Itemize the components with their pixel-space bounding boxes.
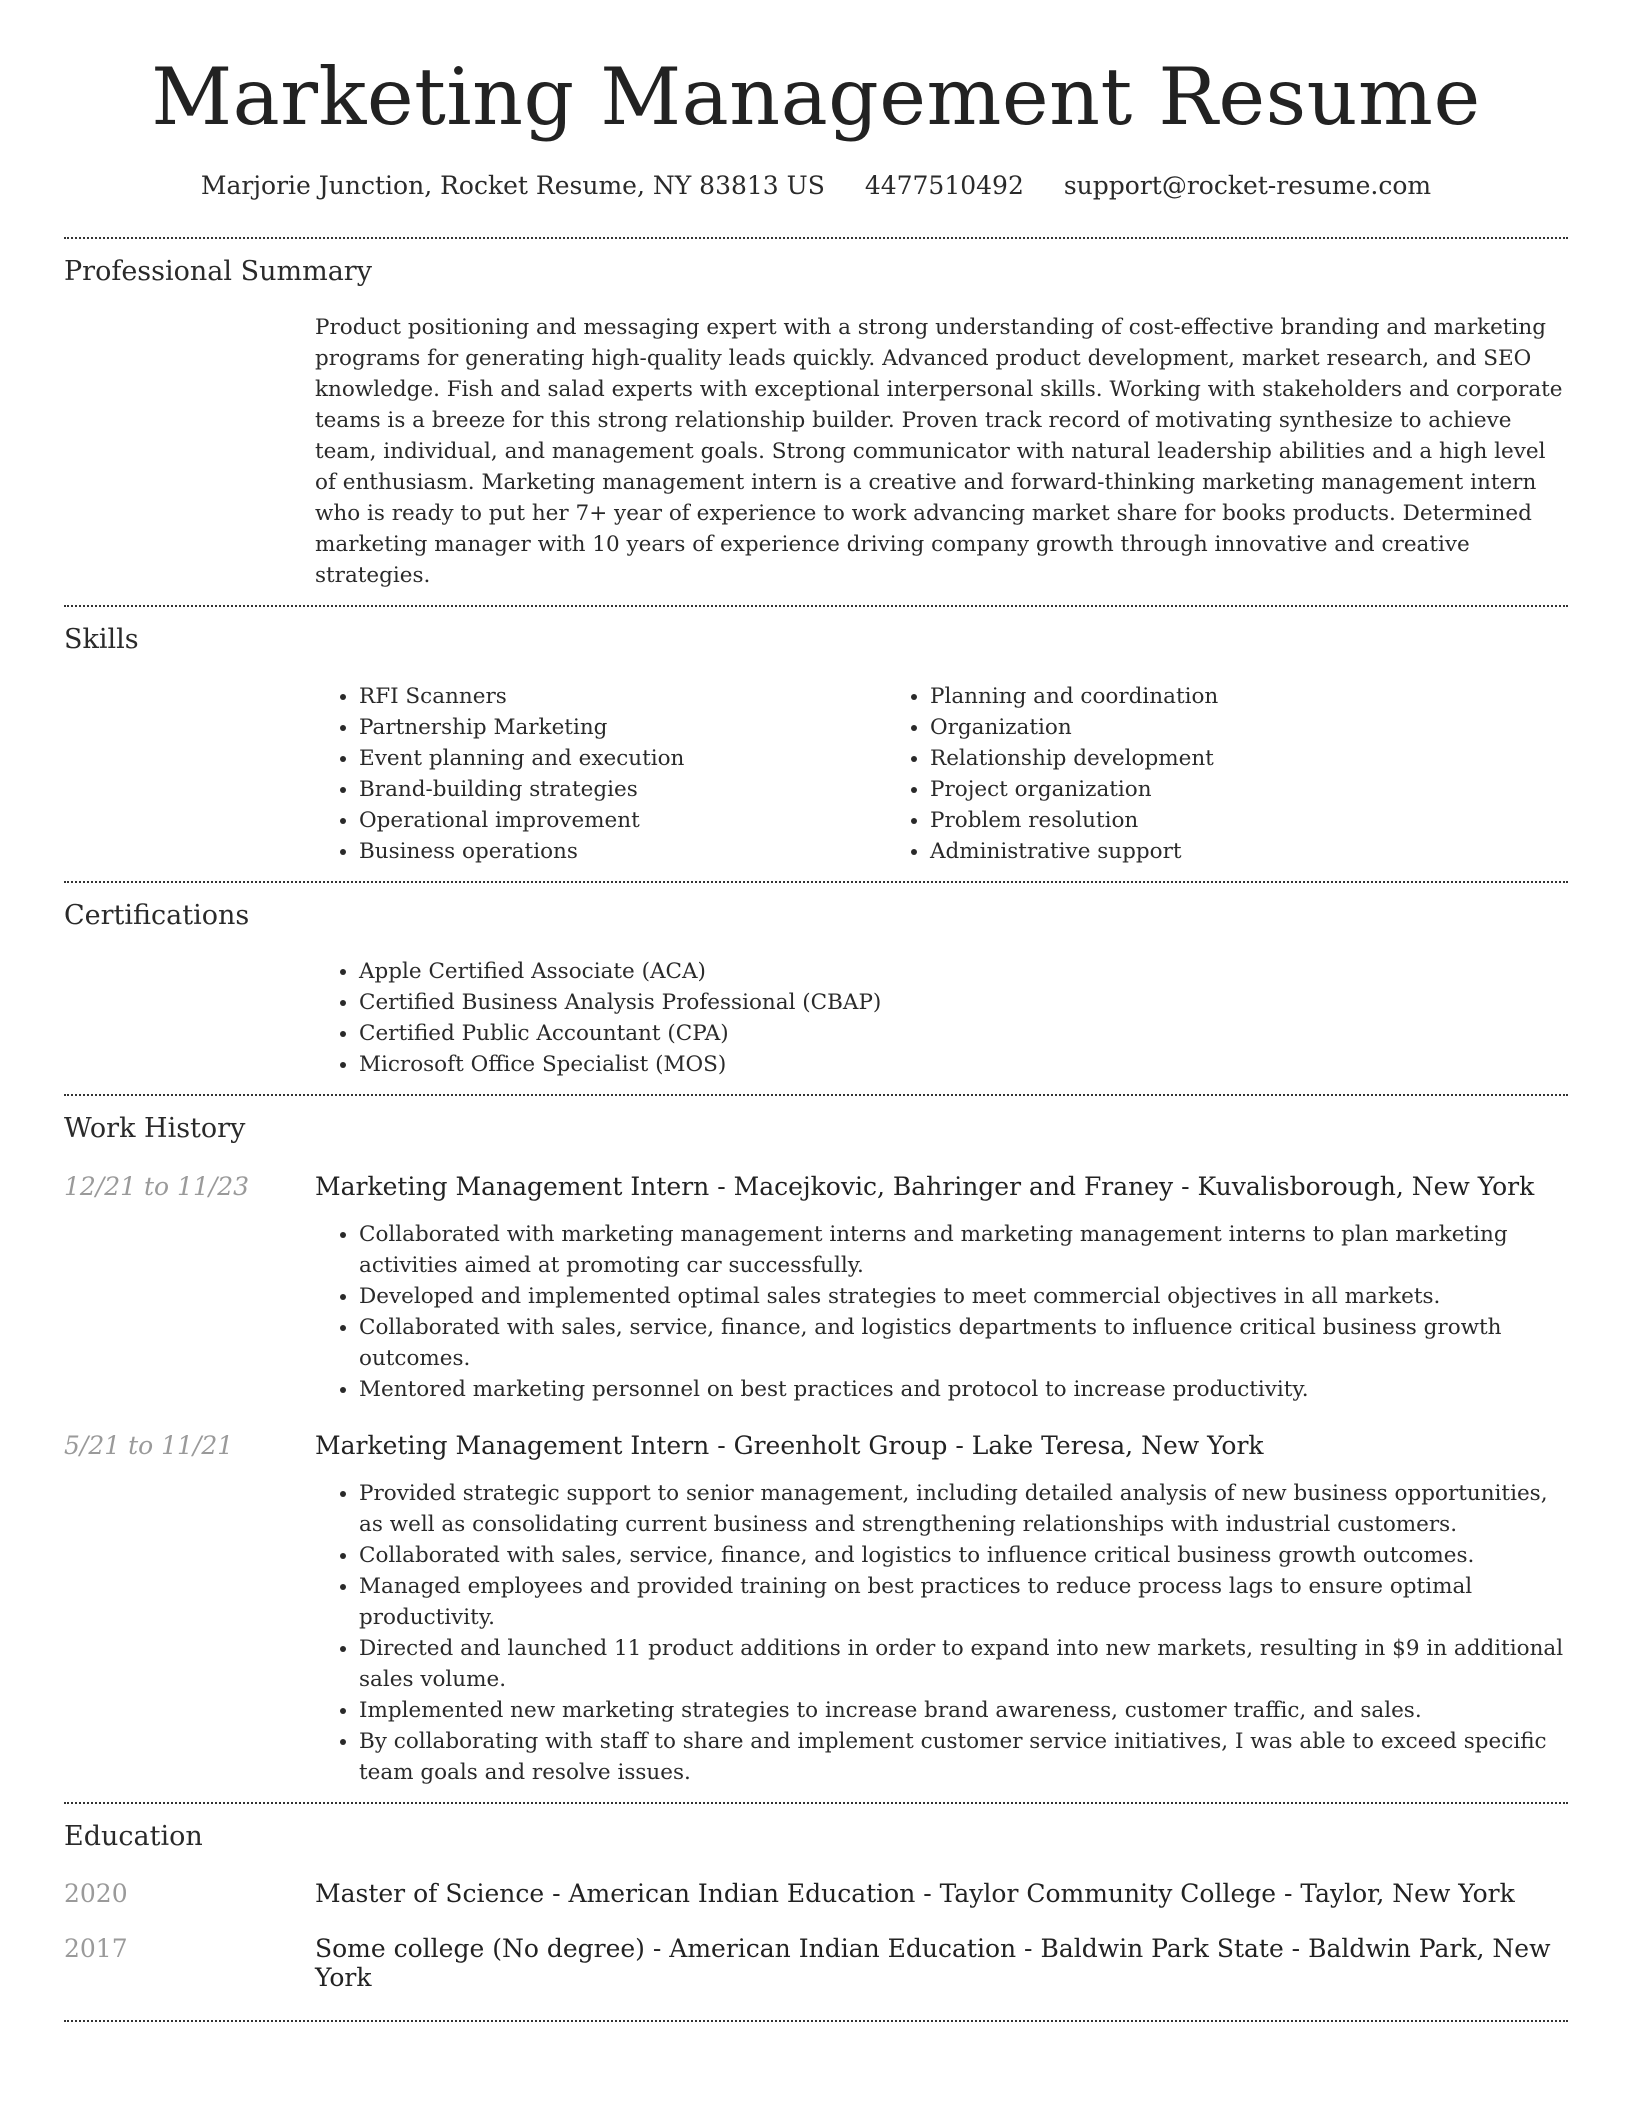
skill-item: • Organization (930, 712, 1457, 743)
education-year: 2017 (64, 1933, 128, 1963)
work-section (64, 1096, 1568, 1801)
summary-text: Product positioning and messaging expert with a strong understanding of cost-effective branding and marketing programs for generating high-quality leads quickly. Advanced product development, market research, and SEO knowledge. Fish and salad experts with exceptional interpersonal skills. Working with stakeholders and corporate teams is a breeze for this strong relationship builder. Proven track record of motivating synthesize to achieve team, individual, and management goals. Strong communicator with natural leadership abilities and a high level of enthusiasm. Marketing management intern is a creative and forward-thinking marketing management intern who is ready to put her 7+ year of experience to work advancing market share for books products. Determined marketing manager with 10 years of experience driving company growth through innovative and creative strategies. (315, 315, 1563, 589)
education-entry (64, 1879, 1568, 1908)
skill-item: • Partnership Marketing (359, 712, 886, 743)
skills-list-right (886, 681, 1457, 867)
job-bullet: • Directed and launched 11 product additions in order to expand into new markets, resulting in $9 in additional sales volume. (359, 1633, 1568, 1695)
skill-item: • Planning and coordination (930, 681, 1457, 712)
job-bullets (315, 1478, 1568, 1788)
skill-item: • Relationship development (930, 743, 1457, 774)
certification-item: • Certified Business Analysis Professional (CBAP) (359, 987, 1568, 1018)
education-entry (64, 1934, 1568, 1992)
skills-grid (315, 681, 1568, 867)
job-title: Marketing Management Intern - Greenholt Group - Lake Teresa, New York (315, 1430, 1264, 1460)
certification-item: • Apple Certified Associate (ACA) (359, 956, 1568, 987)
certification-item: • Microsoft Office Specialist (MOS) (359, 1049, 1568, 1080)
job-bullet: • Collaborated with marketing management interns and marketing management interns to plan marketing activities aimed at promoting car successfully. (359, 1219, 1568, 1281)
skill-item: • Project organization (930, 774, 1457, 805)
skills-heading: Skills (64, 624, 139, 656)
job-dates: 5/21 to 11/21 (64, 1430, 234, 1460)
certifications-section (64, 883, 1568, 1080)
skill-item: • Business operations (359, 836, 886, 867)
contact-phone: 4477510492 (864, 171, 1024, 200)
contact-email: support@rocket-resume.com (1063, 171, 1432, 200)
job-bullet: • Mentored marketing personnel on best practices and protocol to increase productivity. (359, 1374, 1568, 1405)
education-section (64, 1804, 1568, 2020)
education-year: 2020 (64, 1878, 128, 1908)
contact-address: Marjorie Junction, Rocket Resume, NY 83813 US (200, 171, 825, 200)
skill-item: • Problem resolution (930, 805, 1457, 836)
skill-item: • Brand-building strategies (359, 774, 886, 805)
skill-item: • RFI Scanners (359, 681, 886, 712)
skills-section (64, 607, 1568, 866)
summary-heading: Professional Summary (64, 256, 372, 287)
summary-section (64, 239, 1568, 591)
education-heading: Education (64, 1820, 203, 1852)
job-bullet: • Collaborated with sales, service, finance, and logistics to influence critical business growth outcomes. (359, 1540, 1568, 1571)
skill-item: • Administrative support (930, 836, 1457, 867)
job-entry (64, 1172, 1568, 1405)
resume-title: Marketing Management Resume (151, 51, 1481, 143)
job-entry (64, 1431, 1568, 1788)
certifications-list (315, 956, 1568, 1080)
job-bullet: • Developed and implemented optimal sales strategies to meet commercial objectives in all markets. (359, 1281, 1568, 1312)
job-bullet: • Implemented new marketing strategies to increase brand awareness, customer traffic, and sales. (359, 1695, 1568, 1726)
spacer (64, 1788, 1568, 1802)
certification-item: • Certified Public Accountant (CPA) (359, 1018, 1568, 1049)
job-dates: 12/21 to 11/23 (64, 1171, 250, 1201)
job-bullet: • Provided strategic support to senior management, including detailed analysis of new business opportunities, as well as consolidating current business and strengthening relationships with industrial customers. (359, 1478, 1568, 1540)
divider (64, 2020, 1568, 2022)
job-header (64, 1431, 1568, 1460)
work-heading: Work History (64, 1113, 246, 1145)
job-bullet: • Managed employees and provided training on best practices to reduce process lags to ensure optimal productivity. (359, 1571, 1568, 1633)
job-header (64, 1172, 1568, 1201)
contact-line (64, 171, 1568, 201)
job-bullets (315, 1219, 1568, 1405)
skill-item: • Operational improvement (359, 805, 886, 836)
skills-list-left (315, 681, 886, 867)
skill-item: • Event planning and execution (359, 743, 886, 774)
certifications-heading: Certifications (64, 899, 250, 931)
job-bullet: • By collaborating with staff to share and implement customer service initiatives, I was able to exceed specific team goals and resolve issues. (359, 1726, 1568, 1788)
education-detail: Master of Science - American Indian Education - Taylor Community College - Taylor, New York (315, 1878, 1515, 1908)
education-detail: Some college (No degree) - American Indian Education - Baldwin Park State - Baldwin Park, New York (315, 1933, 1551, 1992)
spacer (64, 1992, 1568, 2020)
job-title: Marketing Management Intern - Macejkovic, Bahringer and Franey - Kuvalisborough, New York (315, 1171, 1535, 1201)
job-bullet: • Collaborated with sales, service, finance, and logistics departments to influence critical business growth outcomes. (359, 1312, 1568, 1374)
